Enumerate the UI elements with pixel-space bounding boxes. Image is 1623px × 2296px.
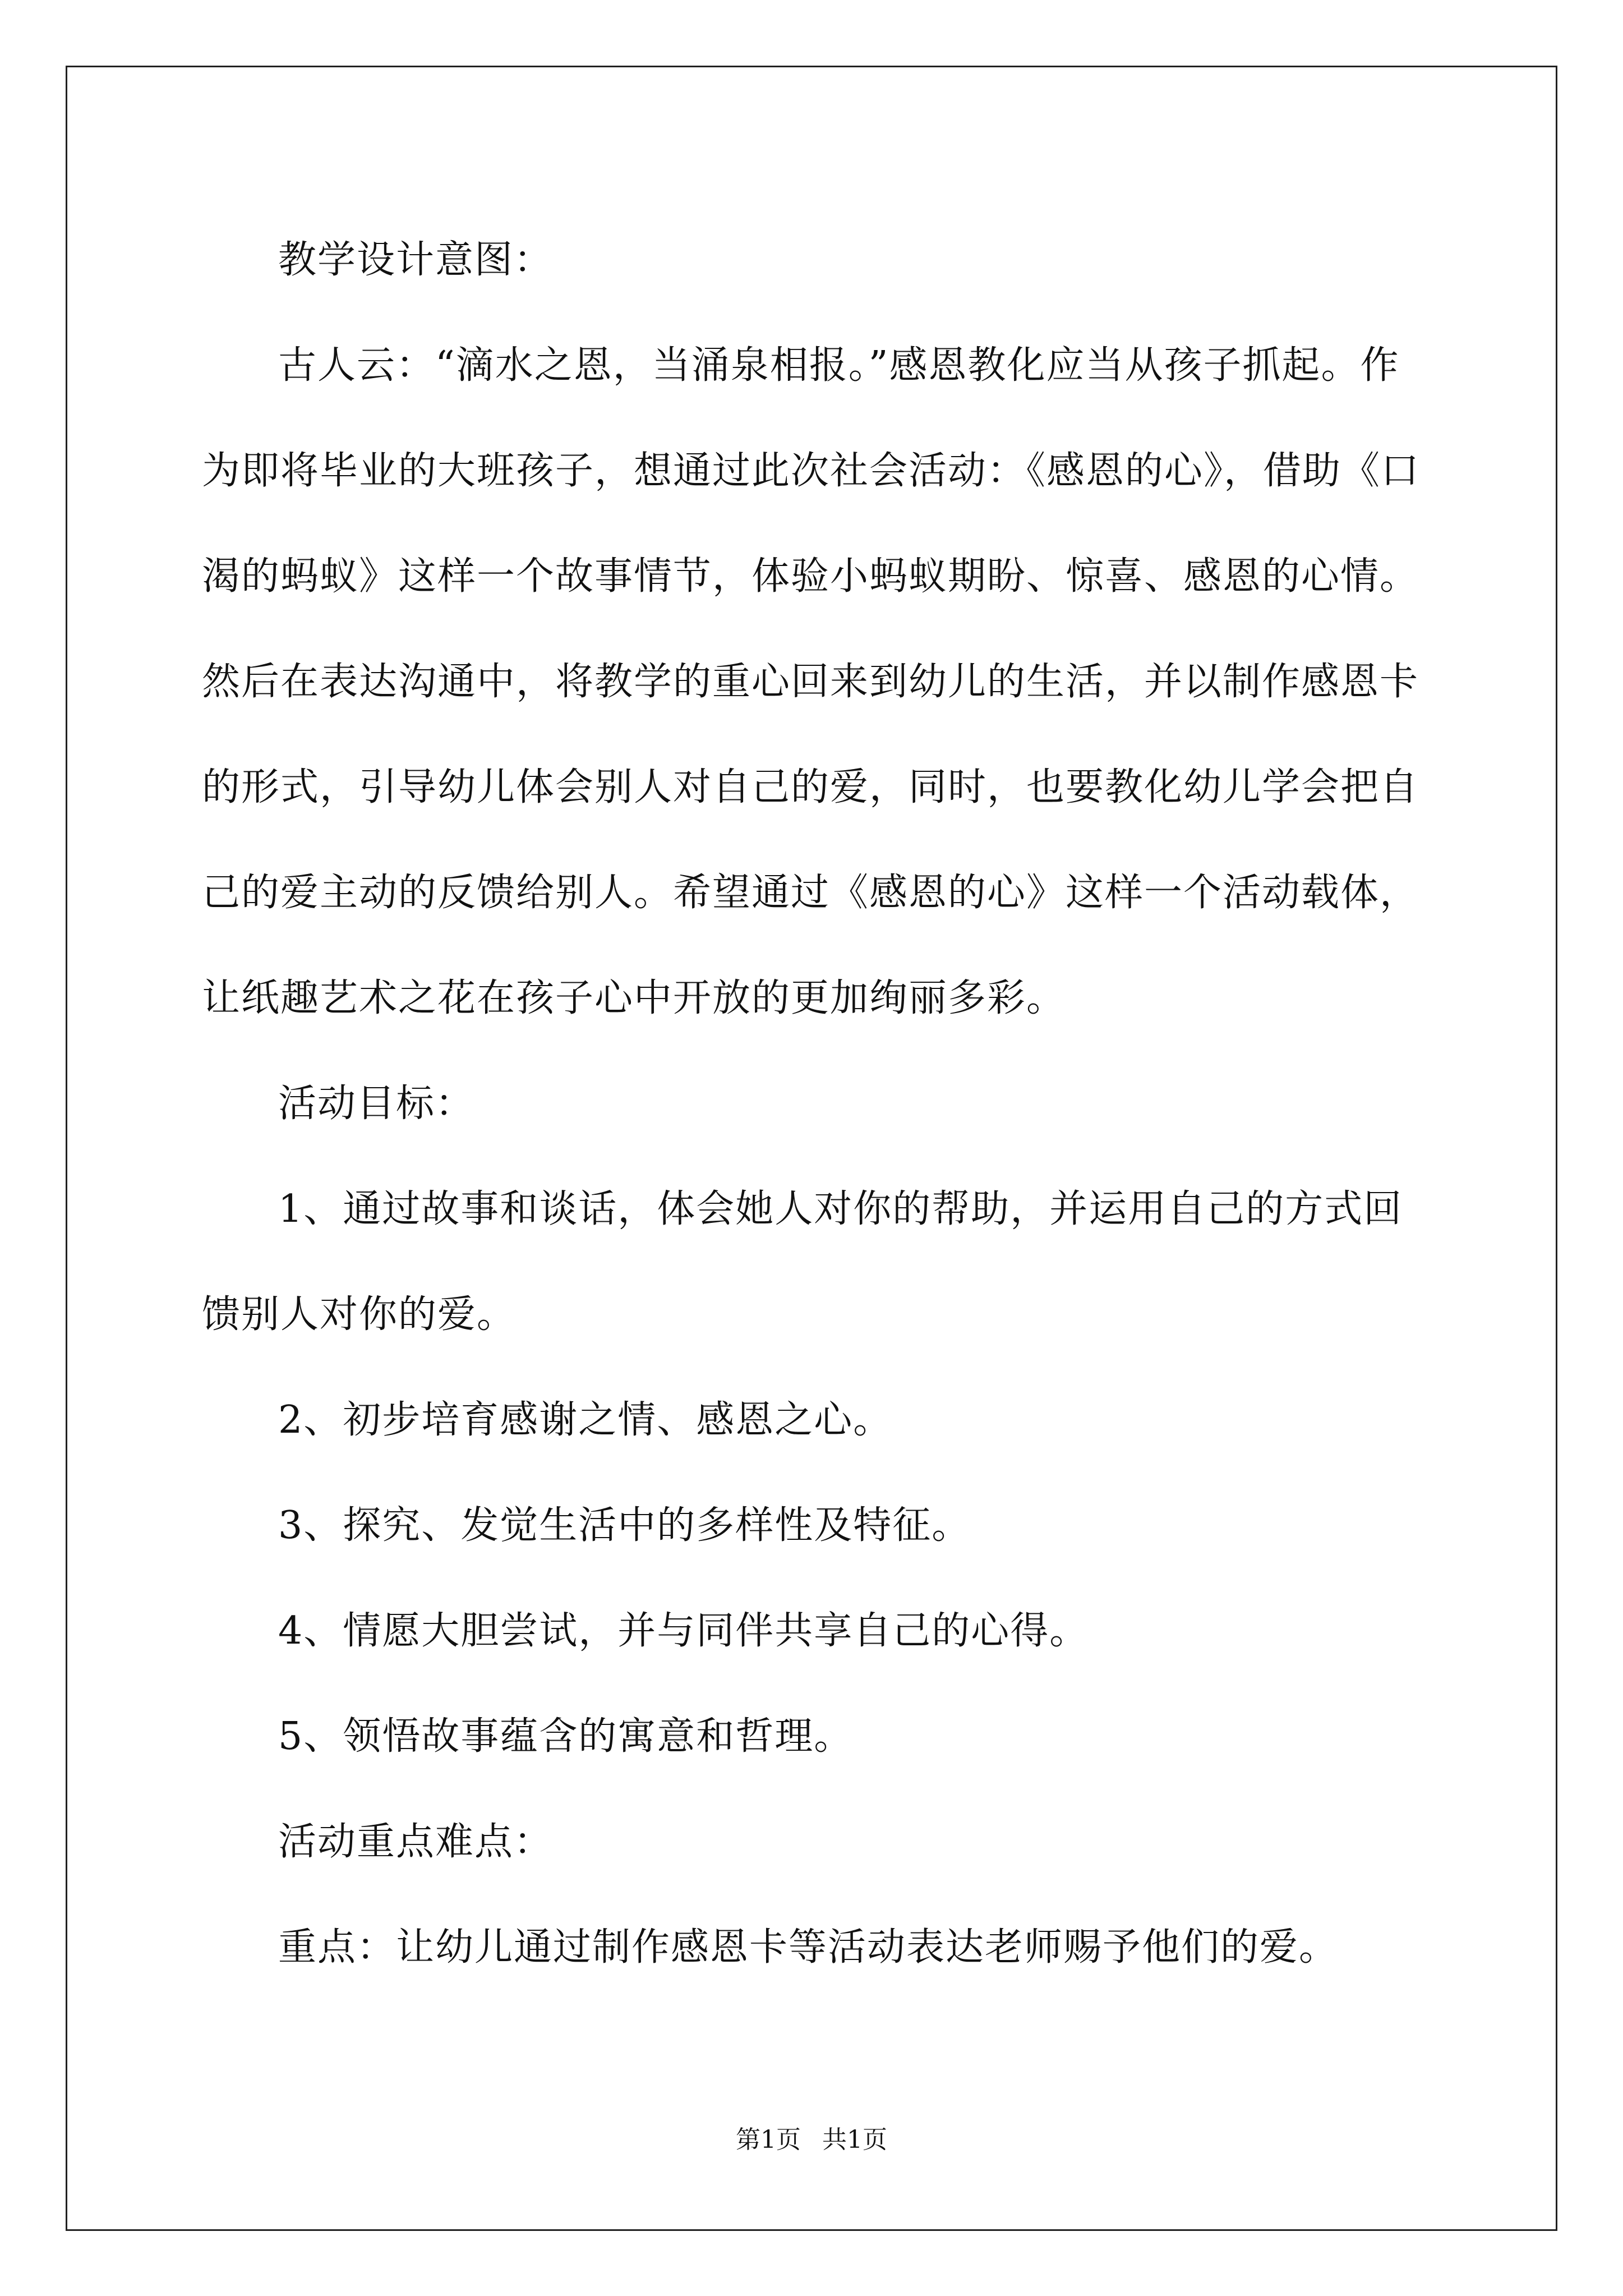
- goal-item-1: 1、通过故事和谈话，体会她人对你的帮助，并运用自己的方式回馈别人对你的爱。: [202, 1187, 1403, 1337]
- key-point-item: 重点：让幼儿通过制作感恩卡等活动表达老师赐予他们的爱。: [278, 1925, 1339, 1970]
- goal-item-4: 4、情愿大胆尝试，并与同伴共享自己的心得。: [278, 1609, 1089, 1653]
- page-footer: [0, 2123, 1623, 2157]
- goal-item-5: 5、领悟故事蕴含的寓意和哲理。: [278, 1714, 854, 1759]
- page-number-current: 第1页: [736, 2125, 801, 2154]
- paragraph-design-intent: 古人云：“滴水之恩，当涌泉相报。”感恩教化应当从孩子抓起。作为即将毕业的大班孩子，想通过此次社会活动：《感恩的心》，借助《口渴的蚂蚁》这样一个故事情节，体验小蚂蚁期盼、惊喜、感恩的心情。然后在表达沟通中，将教学的重心回来到幼儿的生活，并以制作感恩卡的形式，引导幼儿体会别人对自己的爱，同时，也要教化幼儿学会把自己的爱主动的反馈给别人。希望通过《感恩的心》这样一个活动载体，让纸趣艺术之花在孩子心中开放的更加绚丽多彩。: [202, 343, 1421, 1020]
- heading-key-points: 活动重点难点：: [278, 1820, 554, 1864]
- document-body: [202, 208, 1430, 2000]
- heading-activity-goals: 活动目标：: [278, 1082, 475, 1126]
- page-number-total: 共1页: [822, 2125, 887, 2154]
- goal-item-2: 2、初步培育感谢之情、感恩之心。: [278, 1398, 893, 1442]
- goal-item-3: 3、探究、发觉生活中的多样性及特征。: [278, 1503, 971, 1548]
- heading-design-intent: 教学设计意图：: [278, 238, 554, 282]
